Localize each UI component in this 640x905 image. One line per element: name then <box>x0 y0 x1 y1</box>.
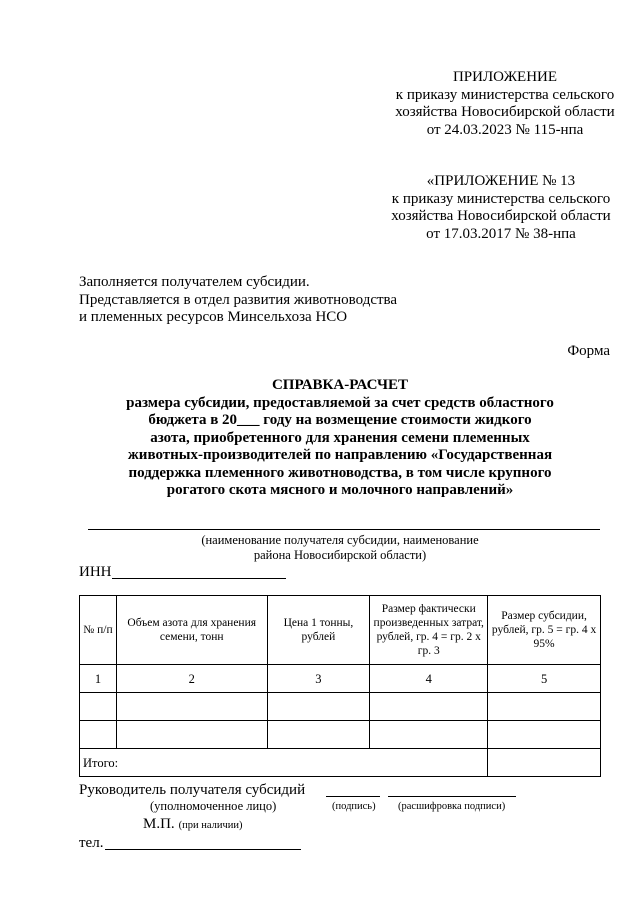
table-number-row <box>80 665 601 693</box>
appendix-line: от 24.03.2023 № 115-нпа <box>426 121 584 138</box>
heading-line: рогатого скота мясного и молочного направлений» <box>166 482 514 498</box>
authorized-caption: (уполномоченное лицо) <box>150 799 277 813</box>
header-cell: Размер субсидии, рублей, гр. 5 = гр. 4 x 95% <box>488 596 601 665</box>
calculation-table <box>79 595 601 777</box>
table-row <box>80 693 601 721</box>
table-cell[interactable] <box>488 721 601 749</box>
stamp-block <box>143 815 243 834</box>
appendix-line: от 17.03.2017 № 38-нпа <box>426 225 576 242</box>
appendix-title: ПРИЛОЖЕНИЕ <box>452 69 558 85</box>
heading-line: бюджета в 20___ году на возмещение стоимости жидкого <box>148 412 532 428</box>
intro-line: Представляется в отдел развития животноводства <box>79 291 398 308</box>
column-number: 1 <box>80 665 117 693</box>
appendix-line: к приказу министерства сельского <box>391 190 611 207</box>
total-value-cell[interactable] <box>488 749 601 777</box>
column-number: 2 <box>116 665 267 693</box>
recipient-name-line[interactable] <box>88 529 600 530</box>
appendix-title: «ПРИЛОЖЕНИЕ № 13 <box>426 173 576 189</box>
document-heading <box>90 377 590 500</box>
table-cell[interactable] <box>370 721 488 749</box>
recipient-caption <box>150 533 530 563</box>
head-label: Руководитель получателя субсидий <box>79 782 306 798</box>
heading-line: животных-производителей по направлению «Государственная <box>127 447 553 463</box>
total-label: Итого: <box>80 749 488 777</box>
table-cell[interactable] <box>80 721 117 749</box>
stamp-note: (при наличии) <box>178 820 243 831</box>
appendix-line: к приказу министерства сельского <box>395 86 615 103</box>
heading-title: СПРАВКА-РАСЧЕТ <box>271 377 409 393</box>
appendix-block-1 <box>370 69 640 139</box>
heading-line: азота, приобретенного для хранения семени племенных <box>150 429 530 446</box>
intro-line: и племенных ресурсов Минсельхоза НСО <box>79 309 348 325</box>
table-cell[interactable] <box>116 721 267 749</box>
appendix-line: хозяйства Новосибирской области <box>395 104 615 120</box>
table-cell[interactable] <box>80 693 117 721</box>
appendix-line: хозяйства Новосибирской области <box>391 208 611 224</box>
heading-line: поддержка племенного животноводства, в том числе крупного <box>128 464 552 481</box>
table-cell[interactable] <box>370 693 488 721</box>
phone-label: тел. <box>79 835 104 851</box>
decode-caption: (расшифровка подписи) <box>398 801 506 812</box>
caption-line: района Новосибирской области) <box>253 548 427 562</box>
header-cell: № п/п <box>80 596 117 665</box>
header-cell: Размер фактически произведенных затрат, рублей, гр. 4 = гр. 2 x гр. 3 <box>370 596 488 665</box>
form-label: Форма <box>567 343 610 359</box>
table-header-row <box>80 596 601 665</box>
heading-line: размера субсидии, предоставляемой за счет средств областного <box>126 394 554 411</box>
phone-field-line[interactable] <box>105 849 301 850</box>
intro-line: Заполняется получателем субсидии. <box>79 274 310 290</box>
table-cell[interactable] <box>267 721 370 749</box>
signature-line[interactable] <box>326 796 380 797</box>
header-cell: Цена 1 тонны, рублей <box>267 596 370 665</box>
header-cell: Объем азота для хранения семени, тонн <box>116 596 267 665</box>
stamp-label: М.П. <box>143 816 175 832</box>
table-cell[interactable] <box>488 693 601 721</box>
inn-field-line[interactable] <box>112 578 286 579</box>
table-row <box>80 721 601 749</box>
column-number: 3 <box>267 665 370 693</box>
signature-decode-line[interactable] <box>388 796 516 797</box>
inn-label: ИНН <box>79 564 112 580</box>
column-number: 5 <box>488 665 601 693</box>
caption-line: (наименование получателя субсидии, наименование <box>201 533 479 547</box>
intro-block <box>79 274 479 327</box>
table-total-row <box>80 749 601 777</box>
table-cell[interactable] <box>267 693 370 721</box>
appendix-block-2 <box>362 173 640 243</box>
column-number: 4 <box>370 665 488 693</box>
sign-caption: (подпись) <box>332 801 376 812</box>
table-cell[interactable] <box>116 693 267 721</box>
